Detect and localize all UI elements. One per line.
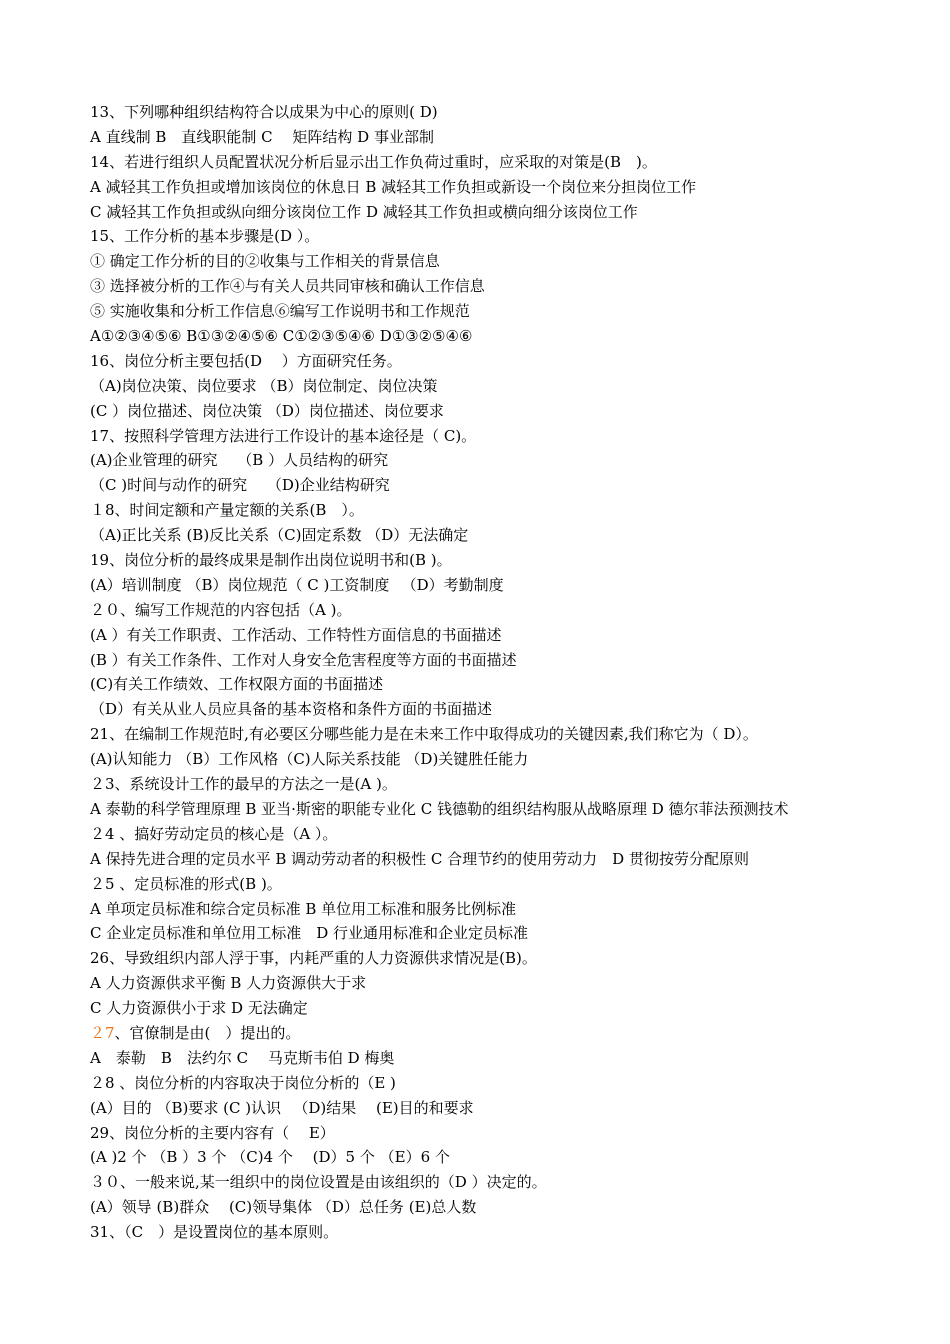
question-26-options-ab: A 人力资源供求平衡 B 人力资源供大于求 bbox=[90, 974, 367, 993]
question-30: ３０、一般来说,某一组织中的岗位设置是由该组织的（D ）决定的。 bbox=[90, 1173, 547, 1192]
question-13: 13、下列哪种组织结构符合以成果为中心的原则( D) bbox=[90, 103, 438, 121]
question-15-steps-1-2: ① 确定工作分析的目的②收集与工作相关的背景信息 bbox=[90, 252, 440, 271]
question-25-options-ab: A 单项定员标准和综合定员标准 B 单位用工标准和服务比例标准 bbox=[90, 899, 517, 918]
question-16-options-cd: (C ）岗位描述、岗位决策 （D）岗位描述、岗位要求 bbox=[90, 401, 444, 420]
question-24-options: A 保持先进合理的定员水平 B 调动劳动者的积极性 C 合理节约的使用劳动力 D 贯彻按劳分配原则 bbox=[90, 849, 749, 868]
question-24: ２4 、搞好劳动定员的核心是（A ）。 bbox=[90, 824, 338, 843]
question-15-steps-3-4: ③ 选择被分析的工作④与有关人员共同审核和确认工作信息 bbox=[90, 277, 485, 296]
document-body bbox=[90, 100, 910, 1245]
question-13-options: A 直线制 B 直线职能制 C 矩阵结构 D 事业部制 bbox=[90, 127, 434, 146]
question-27 bbox=[90, 1021, 910, 1046]
question-26: 26、导致组织内部人浮于事，内耗严重的人力资源供求情况是(B)。 bbox=[90, 949, 537, 968]
question-21-options: (A)认知能力 （B）工作风格（C)人际关系技能 （D)关键胜任能力 bbox=[90, 750, 529, 769]
question-16: 16、岗位分析主要包括(D ）方面研究任务。 bbox=[90, 351, 402, 370]
question-21: 21、在编制工作规范时,有必要区分哪些能力是在未来工作中取得成功的关键因素,我们称它为（ D）。 bbox=[90, 725, 758, 744]
question-29: 29、岗位分析的主要内容有（ E） bbox=[90, 1123, 335, 1142]
question-15: 15、工作分析的基本步骤是(D ）。 bbox=[90, 227, 320, 246]
question-27-number: ２7 bbox=[90, 1023, 115, 1042]
question-15-steps-5-6: ⑤ 实施收集和分析工作信息⑥编写工作说明书和工作规范 bbox=[90, 302, 470, 321]
question-14-options-cd: C 减轻其工作负担或纵向细分该岗位工作 D 减轻其工作负担或横向细分该岗位工作 bbox=[90, 202, 638, 221]
question-19: 19、岗位分析的最终成果是制作出岗位说明书和(B )。 bbox=[90, 551, 452, 570]
question-23-options: A 泰勒的科学管理原理 B 亚当·斯密的职能专业化 C 钱德勒的组织结构服从战略原理 D 德尔菲法预测技术 bbox=[90, 799, 789, 818]
question-27-options: A 泰勒 B 法约尔 C 马克斯韦伯 D 梅奥 bbox=[90, 1048, 395, 1067]
question-20-option-a: (A ）有关工作职责、工作活动、工作特性方面信息的书面描述 bbox=[90, 625, 502, 644]
question-20: ２０、编写工作规范的内容包括（A )。 bbox=[90, 600, 352, 619]
question-18-options: （A)正比关系 (B)反比关系（C)固定系数 （D）无法确定 bbox=[90, 526, 469, 545]
question-28-options: (A）目的 （B)要求 (C )认识 （D)结果 (E)目的和要求 bbox=[90, 1098, 474, 1117]
question-27-text: 、官僚制是由( ）提出的。 bbox=[114, 1023, 301, 1042]
question-14: 14、若进行组织人员配置状况分析后显示出工作负荷过重时，应采取的对策是(B )。 bbox=[90, 152, 657, 171]
question-28: ２8 、岗位分析的内容取决于岗位分析的（E ) bbox=[90, 1073, 396, 1092]
question-14-options-ab: A 减轻其工作负担或增加该岗位的休息日 B 减轻其工作负担或新设一个岗位来分担岗位工作 bbox=[90, 177, 697, 196]
question-25-options-cd: C 企业定员标准和单位用工标准 D 行业通用标准和企业定员标准 bbox=[90, 924, 529, 943]
question-20-option-c: (C)有关工作绩效、工作权限方面的书面描述 bbox=[90, 675, 384, 694]
question-31: 31、（C ）是设置岗位的基本原则。 bbox=[90, 1223, 339, 1242]
question-17-options-ab: (A)企业管理的研究 （B ）人员结构的研究 bbox=[90, 451, 389, 470]
question-17: 17、按照科学管理方法进行工作设计的基本途径是（ C)。 bbox=[90, 426, 477, 445]
question-20-option-b: (B ）有关工作条件、工作对人身安全危害程度等方面的书面描述 bbox=[90, 650, 517, 669]
question-18: １8、时间定额和产量定额的关系(B ）。 bbox=[90, 501, 364, 520]
question-20-option-d: （D）有关从业人员应具备的基本资格和条件方面的书面描述 bbox=[90, 700, 493, 719]
question-17-options-cd: （C )时间与动作的研究 （D)企业结构研究 bbox=[90, 476, 390, 495]
question-30-options: (A）领导 (B)群众 (C)领导集体 （D）总任务 (E)总人数 bbox=[90, 1198, 477, 1217]
question-15-options: A①②③④⑤⑥ B①③②④⑤⑥ C①②③⑤④⑥ D①③②⑤④⑥ bbox=[90, 327, 473, 346]
question-23: ２3、系统设计工作的最早的方法之一是(A )。 bbox=[90, 775, 397, 794]
question-25: ２5 、定员标准的形式(B )。 bbox=[90, 874, 282, 893]
question-29-options: (A )2 个 （B ）3 个 （C)4 个 (D）5 个 （E）6 个 bbox=[90, 1148, 450, 1167]
question-26-options-cd: C 人力资源供小于求 D 无法确定 bbox=[90, 999, 308, 1018]
question-19-options: (A）培训制度 （B）岗位规范（ C )工资制度 （D）考勤制度 bbox=[90, 575, 504, 594]
question-16-options-ab: （A)岗位决策、岗位要求 （B）岗位制定、岗位决策 bbox=[90, 376, 438, 395]
